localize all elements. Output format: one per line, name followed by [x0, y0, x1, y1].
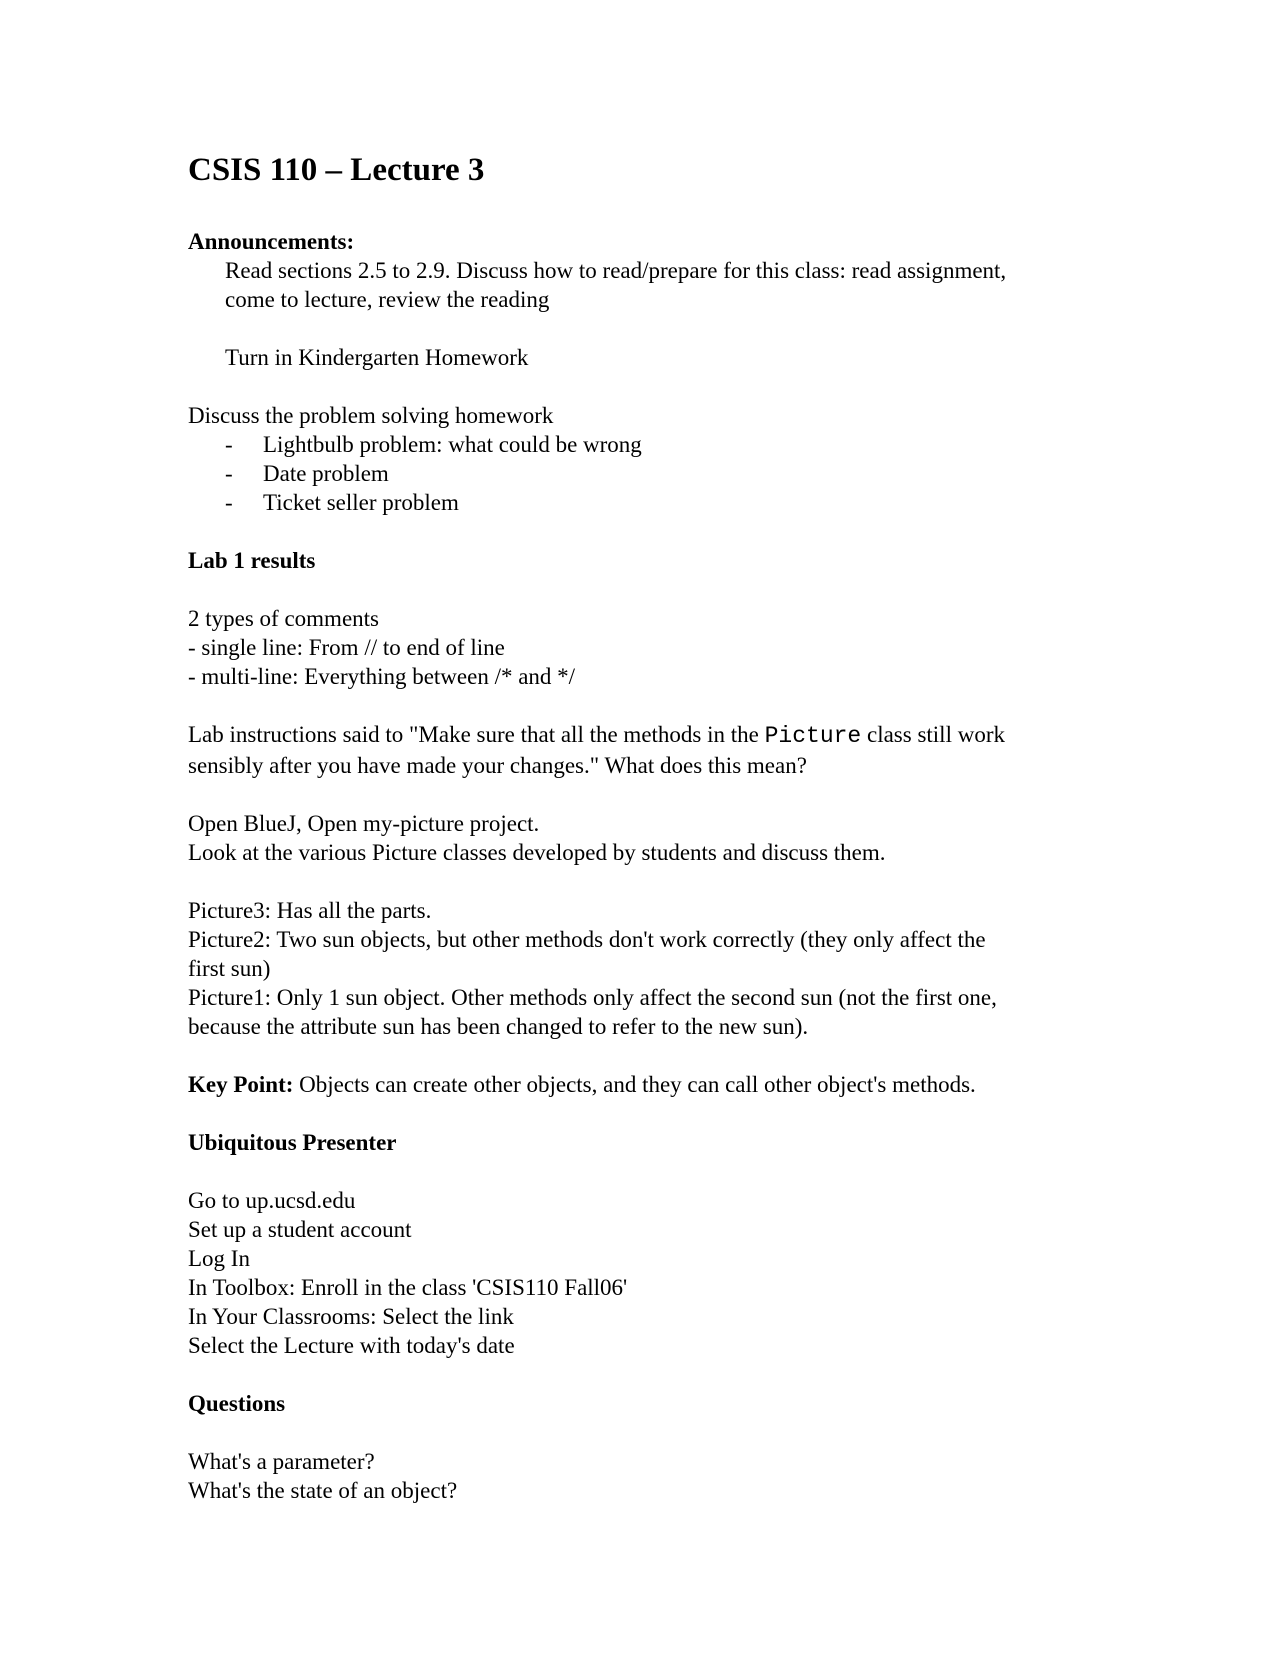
- presenter-step: Log In: [188, 1246, 250, 1271]
- comments-line: - single line: From // to end of line: [188, 635, 505, 660]
- lab1-heading: Lab 1 results: [188, 548, 316, 573]
- bullet-marker: -: [225, 461, 233, 486]
- picture-line: Picture2: Two sun objects, but other methods don't work correctly (they only affect the: [188, 927, 986, 952]
- bullet-marker: -: [225, 490, 233, 515]
- document-body: [188, 227, 1108, 1505]
- lab-instructions-line: [188, 720, 1108, 751]
- blank-line: [188, 1157, 1108, 1186]
- announcement-line: Read sections 2.5 to 2.9. Discuss how to read/prepare for this class: read assignment,: [225, 258, 1007, 283]
- key-point-label: Key Point:: [188, 1072, 294, 1097]
- blank-line: [188, 867, 1108, 896]
- lab-instructions-text: Lab instructions said to "Make sure that all the methods in the: [188, 722, 765, 747]
- presenter-step: Select the Lecture with today's date: [188, 1333, 515, 1358]
- presenter-heading: Ubiquitous Presenter: [188, 1130, 397, 1155]
- question-line: What's the state of an object?: [188, 1478, 458, 1503]
- lab-instructions-text: class still work: [861, 722, 1005, 747]
- presenter-step: In Toolbox: Enroll in the class 'CSIS110 Fall06': [188, 1275, 628, 1300]
- presenter-step: Go to up.ucsd.edu: [188, 1188, 356, 1213]
- key-point-line: [188, 1070, 1108, 1099]
- blank-line: [188, 314, 1108, 343]
- picture-line: first sun): [188, 956, 271, 981]
- blank-line: [188, 575, 1108, 604]
- blank-line: [188, 780, 1108, 809]
- comments-line: - multi-line: Everything between /* and */: [188, 664, 576, 689]
- blank-line: [188, 1360, 1108, 1389]
- key-point-text: Objects can create other objects, and they can call other object's methods.: [293, 1072, 976, 1097]
- list-item: [188, 459, 1108, 488]
- list-item-text: Ticket seller problem: [263, 490, 459, 515]
- presenter-step: Set up a student account: [188, 1217, 412, 1242]
- list-item-text: Lightbulb problem: what could be wrong: [263, 432, 642, 457]
- blank-line: [188, 372, 1108, 401]
- picture-line: because the attribute sun has been changed to refer to the new sun).: [188, 1014, 809, 1039]
- blank-line: [188, 517, 1108, 546]
- list-item: [188, 488, 1108, 517]
- picture-line: Picture1: Only 1 sun object. Other methods only affect the second sun (not the first one,: [188, 985, 997, 1010]
- bluej-line: Open BlueJ, Open my-picture project.: [188, 811, 540, 836]
- blank-line: [188, 1099, 1108, 1128]
- problem-solving-intro: Discuss the problem solving homework: [188, 403, 554, 428]
- question-line: What's a parameter?: [188, 1449, 375, 1474]
- picture-class-code: Picture: [764, 723, 862, 749]
- comments-line: 2 types of comments: [188, 606, 379, 631]
- questions-heading: Questions: [188, 1391, 286, 1416]
- blank-line: [188, 691, 1108, 720]
- document-title: CSIS 110 – Lecture 3: [188, 152, 485, 188]
- list-item: [188, 430, 1108, 459]
- lab-instructions-line: sensibly after you have made your changes." What does this mean?: [188, 753, 807, 778]
- bluej-line: Look at the various Picture classes developed by students and discuss them.: [188, 840, 886, 865]
- picture-line: Picture3: Has all the parts.: [188, 898, 432, 923]
- presenter-step: In Your Classrooms: Select the link: [188, 1304, 514, 1329]
- blank-line: [188, 1418, 1108, 1447]
- bullet-marker: -: [225, 432, 233, 457]
- list-item-text: Date problem: [263, 461, 389, 486]
- announcements-heading: Announcements:: [188, 229, 355, 254]
- homework-line: Turn in Kindergarten Homework: [225, 345, 529, 370]
- blank-line: [188, 1041, 1108, 1070]
- announcement-line: come to lecture, review the reading: [225, 287, 550, 312]
